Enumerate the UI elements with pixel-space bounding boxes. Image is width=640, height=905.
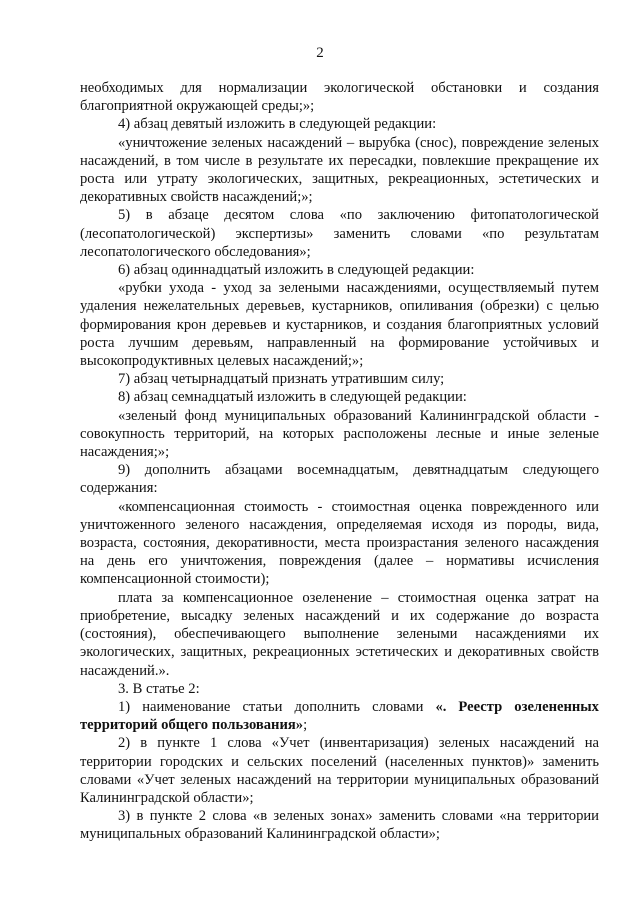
paragraph-article2-item-2: 2) в пункте 1 слова «Учет (инвентаризация) зеленых насаждений на территории городских и сельских поселений (населенных пунктов)» заменить словами «Учет зеленых насаждений на территории муниципальных образований Калининградской области»; (80, 735, 599, 806)
document-body (80, 79, 599, 844)
item1-prefix: 1) наименование статьи дополнить словами (118, 698, 436, 715)
paragraph-item-8: 8) абзац семнадцатый изложить в следующей редакции: (118, 389, 467, 406)
paragraph-item-9: 9) дополнить абзацами восемнадцатым, девятнадцатым следующего содержания: (80, 462, 599, 497)
page-number: 2 (316, 45, 324, 61)
paragraph-item-5: 5) в абзаце десятом слова «по заключению фитопатологической (лесопатологической) экспертизы» заменить словами «по результатам лесопатологического обследования»; (80, 207, 599, 260)
item1-suffix: ; (303, 717, 308, 734)
paragraph-article2-item-1 (80, 698, 599, 734)
item1-bold-text: «. Реестр озелененных территорий общего пользования» (80, 698, 599, 734)
paragraph-item-6: 6) абзац одиннадцатый изложить в следующей редакции: (118, 262, 475, 279)
paragraph-continuation: необходимых для нормализации экологической обстановки и создания благоприятной окружающей среды;»; (80, 80, 599, 115)
paragraph-compensation-planting: плата за компенсационное озеленение – стоимостная оценка затрат на приобретение, высадку зеленых насаждений и их содержание до возраста (состояния), обеспечивающего выполнение зелеными насаждениями их экологических, защитных, рекреационных эстетических и декоративных свойств насаждений.». (80, 589, 599, 679)
paragraph-item-4: 4) абзац девятый изложить в следующей редакции: (118, 116, 437, 133)
paragraph-section-3: 3. В статье 2: (118, 680, 200, 697)
paragraph-quote-thinning: «рубки ухода - уход за зелеными насаждениями, осуществляемый путем удаления нежелательных деревьев, кустарников, опиливания (обрезки) с целью формирования крон деревьев и кустарников, и создания благоприятных условий роста лучшим деревьям, направленный на формирование устойчивых и высокопродуктивных целевых насаждений;»; (80, 280, 599, 370)
paragraph-quote-destruction: «уничтожение зеленых насаждений – вырубка (снос), повреждение зеленых насаждений, в том числе в результате их пересадки, повлекшие прекращение их роста или утрату экологических, защитных, рекреационных, эстетических и декоративных свойств насаждений;»; (80, 134, 599, 206)
paragraph-quote-compensation: «компенсационная стоимость - стоимостная оценка поврежденного или уничтоженного зеленого насаждения, определяемая исходя из породы, вида, возраста, состояния, декоративности, места произрастания зеленого насаждения на день его уничтожения, повреждения (далее – нормативы исчисления компенсационной стоимости); (80, 498, 599, 588)
paragraph-item-7: 7) абзац четырнадцатый признать утратившим силу; (118, 371, 445, 388)
paragraph-quote-green-fund: «зеленый фонд муниципальных образований Калининградской области - совокупность территорий, на которых расположены лесные и иные зеленые насаждения;»; (80, 407, 599, 461)
paragraph-article2-item-3: 3) в пункте 2 слова «в зеленых зонах» заменить словами «на территории муниципальных образований Калининградской области»; (80, 808, 599, 843)
